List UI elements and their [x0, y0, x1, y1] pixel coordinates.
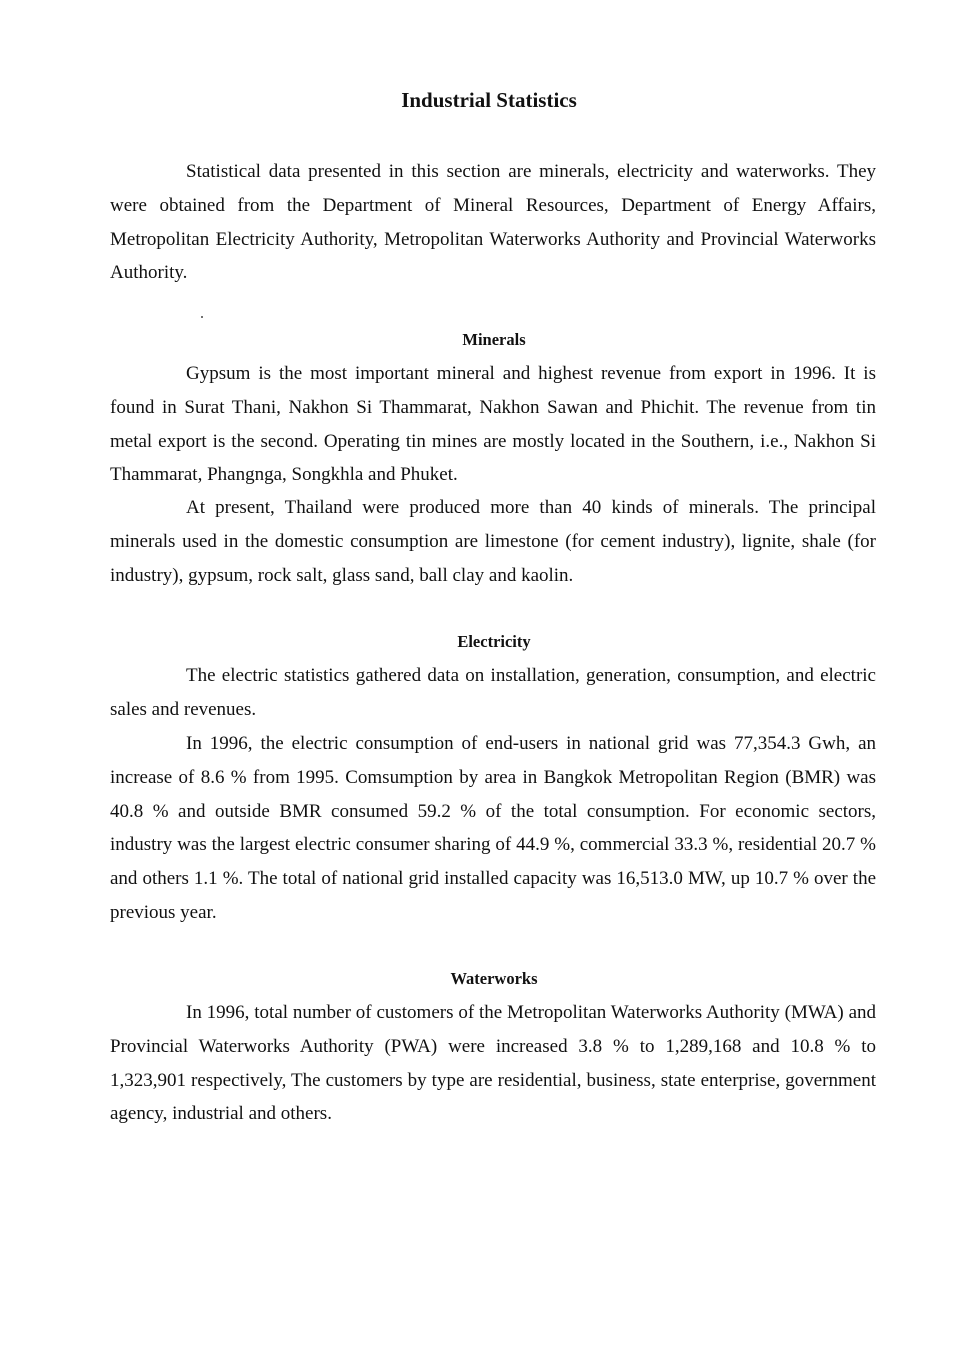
intro-paragraph: Statistical data presented in this section are minerals, electricity and waterworks. They were obtained from the Department of Mineral Resources, Department of Energy Affairs, Metropolitan Electricity Authority, Metropolitan Waterworks Authority and Provincial Waterworks Authority. [110, 161, 876, 284]
section-heading-minerals: Minerals [462, 330, 526, 349]
waterworks-paragraph-1: In 1996, total number of customers of the Metropolitan Waterworks Authority (MWA) and Provincial Waterworks Authority (PWA) were increased 3.8 % to 1,289,168 and 10.8 % to 1,323,901 respectively, The customers by type are residential, business, state enterprise, government agency, industrial and others. [110, 1002, 876, 1125]
electricity-paragraph-1: The electric statistics gathered data on installation, generation, consumption, and electric sales and revenues. [110, 665, 876, 720]
minerals-paragraph-1: Gypsum is the most important mineral and highest revenue from export in 1996. It is found in Surat Thani, Nakhon Si Thammarat, Nakhon Sawan and Phichit. The revenue from tin metal export is the second. Operating tin mines are mostly located in the Southern, i.e., Nakhon Si Thammarat, Phangnga, Songkhla and Phuket. [110, 363, 876, 486]
minerals-paragraph-2: At present, Thailand were produced more than 40 kinds of minerals. The principal minerals used in the domestic consumption are limestone (for cement industry), lignite, shale (for industry), gypsum, rock salt, glass sand, ball clay and kaolin. [110, 497, 876, 586]
electricity-paragraph-2: In 1996, the electric consumption of end-users in national grid was 77,354.3 Gwh, an increase of 8.6 % from 1995. Comsumption by area in Bangkok Metropolitan Region (BMR) was 40.8 % and outside BMR consumed 59.2 % of the total consumption. For economic sectors, industry was the largest electric consumer sharing of 44.9 %, commercial 33.3 %, residential 20.7 % and others 1.1 %. The total of national grid installed capacity was 16,513.0 MW, up 10.7 % over the previous year. [110, 733, 876, 923]
page-title: Industrial Statistics [401, 88, 577, 112]
stray-mark [201, 316, 203, 318]
section-heading-electricity: Electricity [457, 632, 531, 651]
section-heading-waterworks: Waterworks [450, 969, 538, 988]
